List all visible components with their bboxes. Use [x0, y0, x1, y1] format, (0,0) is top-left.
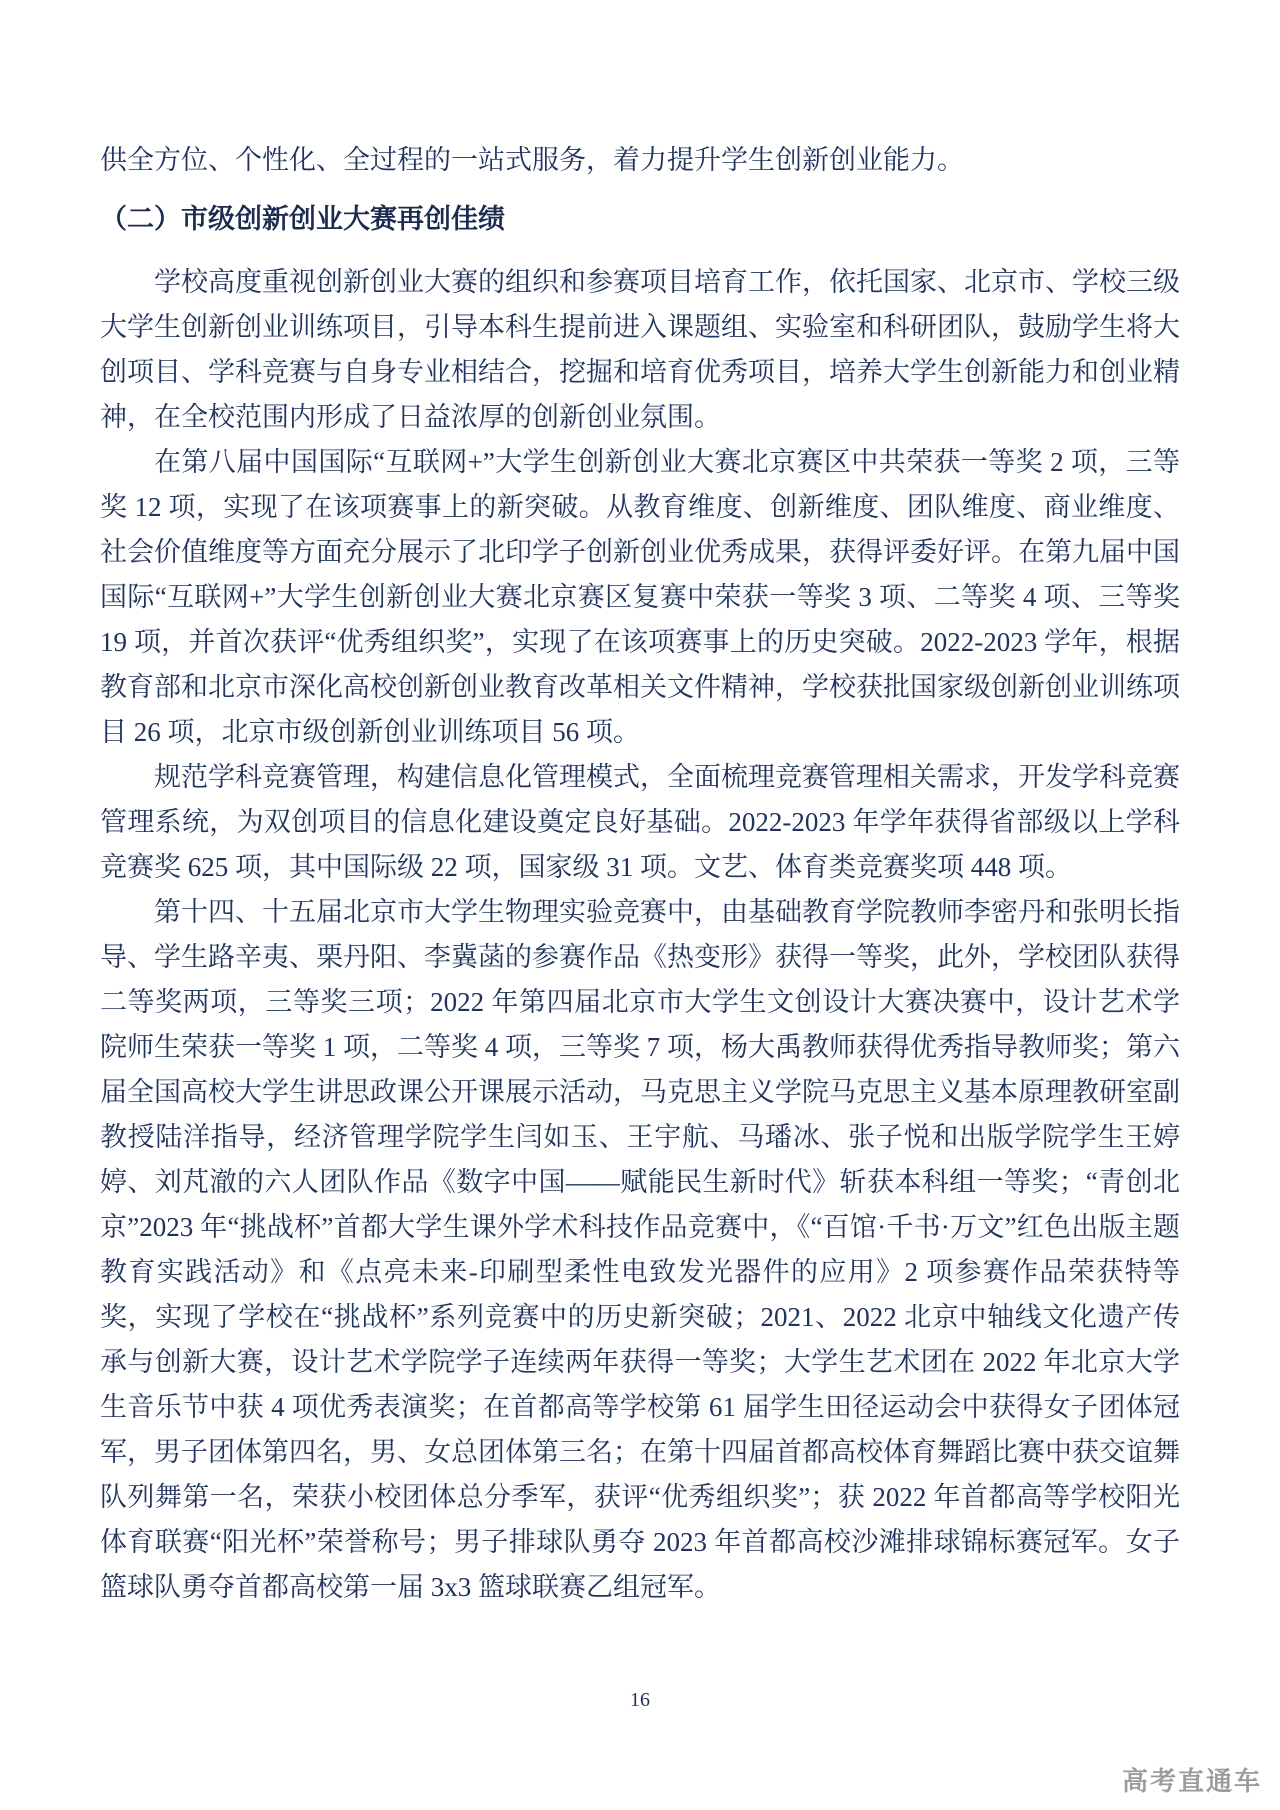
section-heading: （二）市级创新创业大赛再创佳绩	[100, 204, 505, 234]
page-number: 16	[630, 1689, 650, 1711]
body-paragraph-3: 规范学科竞赛管理，构建信息化管理模式，全面梳理竞赛管理相关需求，开发学科竞赛管理系统，为双创项目的信息化建设奠定良好基础。2022-2023 年学年获得省部级以上学科竞赛奖 625 项，其中国际级 22 项，国家级 31 项。文艺、体育类竞赛奖项 448 项。	[100, 762, 1180, 882]
body-paragraph-4: 第十四、十五届北京市大学生物理实验竞赛中，由基础教育学院教师李密丹和张明长指导、学生路辛夷、栗丹阳、李冀菡的参赛作品《热变形》获得一等奖，此外，学校团队获得二等奖两项，三等奖三项；2022 年第四届北京市大学生文创设计大赛决赛中，设计艺术学院师生荣获一等奖 1 项，二等奖 4 项，三等奖 7 项，杨大禹教师获得优秀指导教师奖；第六届全国高校大学生讲思政课公开课展示活动，马克思主义学院马克思主义基本原理教研室副教授陆洋指导，经济管理学院学生闫如玉、王宇航、马璠冰、张子悦和出版学院学生王婷婷、刘芃澈的六人团队作品《数字中国——赋能民生新时代》斩获本科组一等奖；“青创北京”2023 年“挑战杯”首都大学生课外学术科技作品竞赛中，《“百馆·千书·万文”红色出版主题教育实践活动》和《点亮未来-印刷型柔性电致发光器件的应用》2 项参赛作品荣获特等奖，实现了学校在“挑战杯”系列竞赛中的历史新突破；2021、2022 北京中轴线文化遗产传承与创新大赛，设计艺术学院学子连续两年获得一等奖；大学生艺术团在 2022 年北京大学生音乐节中获 4 项优秀表演奖；在首都高等学校第 61 届学生田径运动会中获得女子团体冠军，男子团体第四名，男、女总团体第三名；在第十四届首都高校体育舞蹈比赛中获交谊舞队列舞第一名，荣获小校团体总分季军，获评“优秀组织奖”；获 2022 年首都高等学校阳光体育联赛“阳光杯”荣誉称号；男子排球队勇夺 2023 年首都高校沙滩排球锦标赛冠军。女子篮球队勇夺首都高校第一届 3x3 篮球联赛乙组冠军。	[100, 897, 1180, 1602]
body-paragraph-1: 学校高度重视创新创业大赛的组织和参赛项目培育工作，依托国家、北京市、学校三级大学生创新创业训练项目，引导本科生提前进入课题组、实验室和科研团队，鼓励学生将大创项目、学科竞赛与自身专业相结合，挖掘和培育优秀项目，培养大学生创新能力和创业精神，在全校范围内形成了日益浓厚的创新创业氛围。	[100, 267, 1180, 432]
body-paragraph-2: 在第八届中国国际“互联网+”大学生创新创业大赛北京赛区中共荣获一等奖 2 项，三等奖 12 项，实现了在该项赛事上的新突破。从教育维度、创新维度、团队维度、商业维度、社会价值维度等方面充分展示了北印学子创新创业优秀成果，获得评委好评。在第九届中国国际“互联网+”大学生创新创业大赛北京赛区复赛中荣获一等奖 3 项、二等奖 4 项、三等奖 19 项，并首次获评“优秀组织奖”，实现了在该项赛事上的历史突破。2022-2023 学年，根据教育部和北京市深化高校创新创业教育改革相关文件精神，学校获批国家级创新创业训练项目 26 项，北京市级创新创业训练项目 56 项。	[100, 447, 1180, 747]
lead-paragraph: 供全方位、个性化、全过程的一站式服务，着力提升学生创新创业能力。	[100, 145, 964, 175]
watermark-text: 高考直通车	[1121, 1766, 1262, 1796]
